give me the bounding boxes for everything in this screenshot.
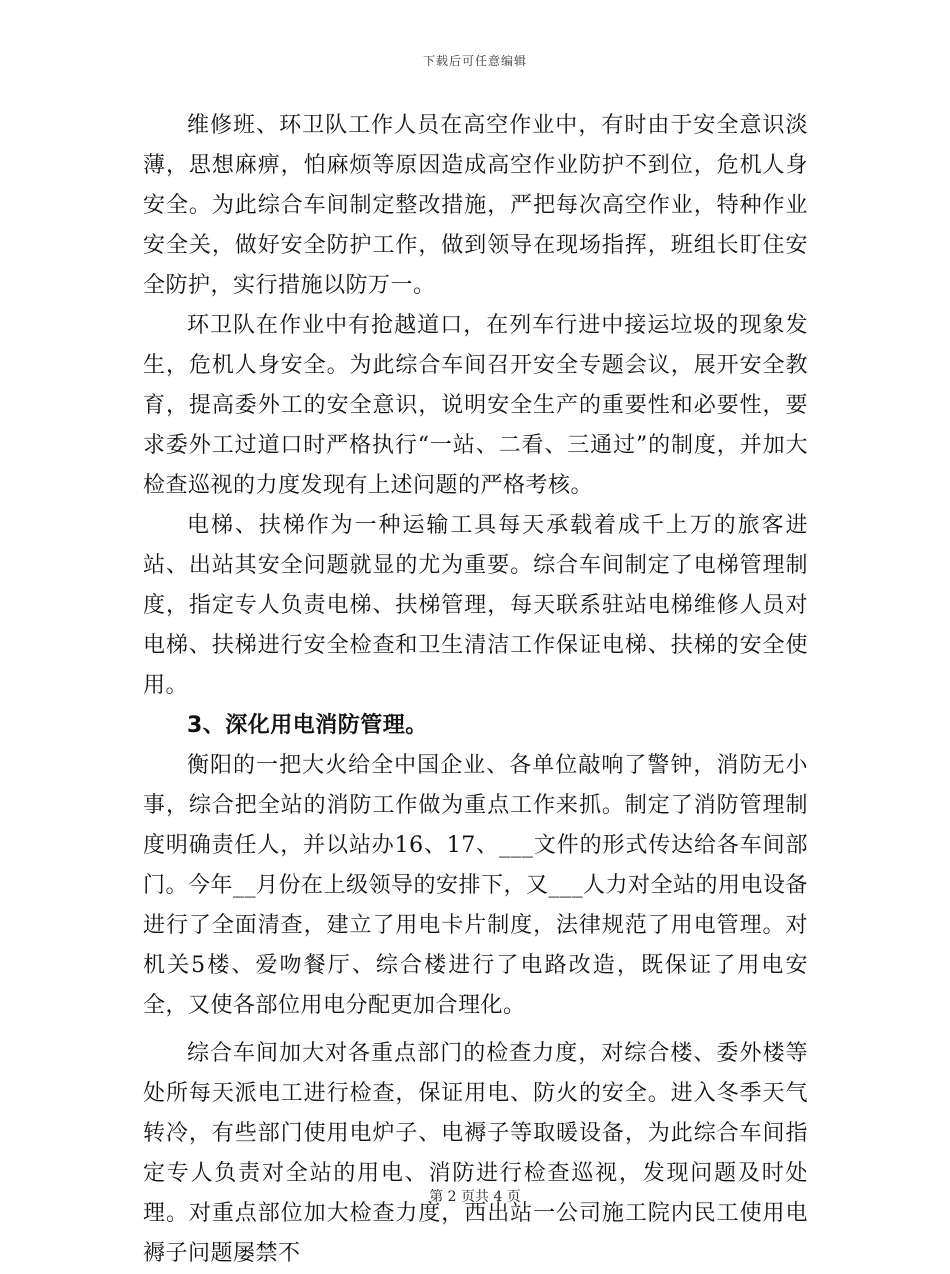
paragraph-elevator-management: 电梯、扶梯作为一种运输工具每天承载着成千上万的旅客进站、出站其安全问题就显的尤为重要。综合车间制定了电梯管理制度，指定专人负责电梯、扶梯管理，每天联系驻站电梯维修人员对电梯、扶梯进行安全检查和卫生清洁工作保证电梯、扶梯的安全使用。 bbox=[143, 513, 808, 698]
page-header: 下载后可任意编辑 bbox=[422, 54, 527, 68]
paragraph-inspection: 综合车间加大对各重点部门的检查力度，对综合楼、委外楼等处所每天派电工进行检查，保证用电、防火的安全。进入冬季天气转冷，有些部门使用电炉子、电褥子等取暖设备，为此综合车间指定专人负责对全站的用电、消防进行检查巡视，发现问题及时处理。对重点部位加大检查力度，西出站一公司施工院内民工使用电褥子问题屡禁不 bbox=[143, 1041, 808, 1266]
page-footer: 第 2 页共 4 页 bbox=[429, 1189, 521, 1205]
paragraph-level-crossing-safety: 环卫队在作业中有抢越道口，在列车行进中接运垃圾的现象发生，危机人身安全。为此综合车间召开安全专题会议，展开安全教育，提高委外工的安全意识，说明安全生产的重要性和必要性，要求委外工过道口时严格执行“一站、二看、三通过”的制度，并加大检查巡视的力度发现有上述问题的严格考核。 bbox=[143, 313, 808, 498]
document-body bbox=[143, 106, 808, 1274]
paragraph-high-altitude-work: 维修班、环卫队工作人员在高空作业中，有时由于安全意识淡薄，思想麻痹，怕麻烦等原因造成高空作业防护不到位，危机人身安全。为此综合车间制定整改措施，严把每次高空作业，特种作业安全关，做好安全防护工作，做到领导在现场指挥，班组长盯住安全防护，实行措施以防万一。 bbox=[143, 113, 808, 298]
section-heading-fire-safety: 3、深化用电消防管理。 bbox=[187, 713, 428, 738]
paragraph-fire-management: 衡阳的一把大火给全中国企业、各单位敲响了警钟，消防无小事，综合把全站的消防工作做为重点工作来抓。制定了消防管理制度明确责任人，并以站办16、17、___文件的形式传达给各车间部门。今年__月份在上级领导的安排下，又___人力对全站的用电设备进行了全面清查，建立了用电卡片制度，法律规范了用电管理。对机关5楼、爱吻餐厅、综合楼进行了电路改造，既保证了用电安全，又使各部位用电分配更加合理化。 bbox=[143, 753, 809, 1018]
paragraph-gap bbox=[143, 1026, 808, 1034]
